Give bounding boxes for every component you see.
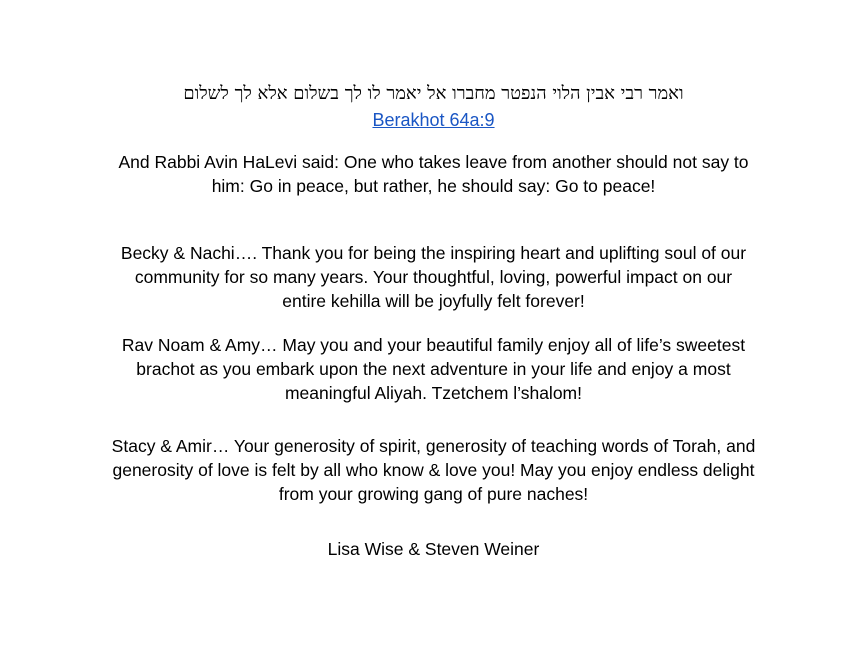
quote-translation <box>60 150 807 198</box>
message-line: meaningful Aliyah. Tzetchem l’shalom! <box>284 383 582 403</box>
berakhot-source-link[interactable]: Berakhot 64a:9 <box>372 110 495 130</box>
message-line: community for so many years. Your thoughtful, loving, powerful impact on our <box>134 267 733 287</box>
hebrew-quote: ואמר רבי אבין הלוי הנפטר מחברו אל יאמר לו לך בשלום אלא לך לשלום <box>183 83 684 104</box>
message-line: generosity of love is felt by all who know & love you! May you enjoy endless delight <box>112 460 755 480</box>
message-becky-nachi <box>60 241 807 313</box>
message-stacy-amir <box>60 434 807 506</box>
message-line: brachot as you embark upon the next adventure in your life and enjoy a most <box>136 359 731 379</box>
translation-line: And Rabbi Avin HaLevi said: One who takes leave from another should not say to <box>118 152 749 172</box>
message-noam-amy <box>60 333 807 405</box>
message-line: entire kehilla will be joyfully felt forever! <box>282 291 585 311</box>
source-link-container <box>0 108 867 132</box>
message-line: Stacy & Amir… Your generosity of spirit, generosity of teaching words of Torah, and <box>111 436 756 456</box>
message-line: from your growing gang of pure naches! <box>278 484 589 504</box>
translation-line: him: Go in peace, but rather, he should say: Go to peace! <box>211 176 656 196</box>
message-line: Rav Noam & Amy… May you and your beautiful family enjoy all of life’s sweetest <box>121 335 746 355</box>
message-line: Becky & Nachi…. Thank you for being the inspiring heart and uplifting soul of our <box>120 243 747 263</box>
signature: Lisa Wise & Steven Weiner <box>327 539 540 559</box>
